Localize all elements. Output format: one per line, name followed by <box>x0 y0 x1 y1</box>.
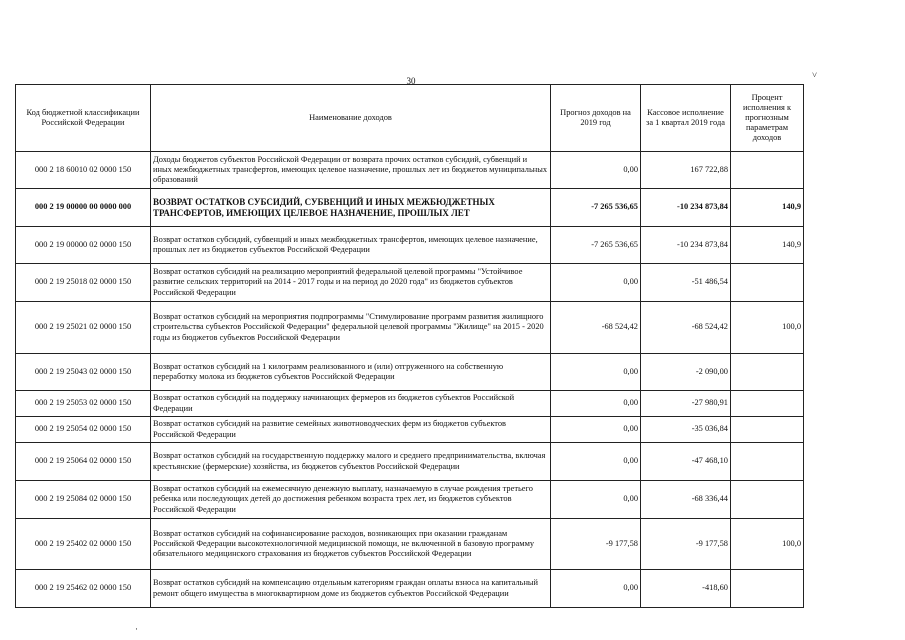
table-row <box>16 481 804 519</box>
percent-cell <box>731 570 804 608</box>
table-row <box>16 570 804 608</box>
table-row <box>16 189 804 227</box>
code-cell: 000 2 19 25402 02 0000 150 <box>16 519 151 570</box>
forecast-cell: -68 524,42 <box>551 302 641 354</box>
code-cell: 000 2 19 25084 02 0000 150 <box>16 481 151 519</box>
header-execution: Кассовое исполнение за 1 квартал 2019 года <box>641 85 731 152</box>
execution-cell: -68 336,44 <box>641 481 731 519</box>
code-cell: 000 2 19 00000 02 0000 150 <box>16 227 151 264</box>
name-cell: Возврат остатков субсидий на ежемесячную денежную выплату, назначаемую в случае рождения третьего ребенка или последующих детей до достижения ребенком возраста трех лет, из бюджетов субъектов Российской Федерации <box>151 481 551 519</box>
table-row <box>16 302 804 354</box>
percent-cell <box>731 354 804 391</box>
name-cell: Возврат остатков субсидий на реализацию мероприятий федеральной целевой программы "Устойчивое развитие сельских территорий на 2014 - 2017 годы и на период до 2020 года" из бюджетов субъектов Российской Федерации <box>151 264 551 302</box>
code-cell: 000 2 19 25053 02 0000 150 <box>16 391 151 417</box>
percent-cell: 100,0 <box>731 519 804 570</box>
percent-cell <box>731 417 804 443</box>
execution-cell: -35 036,84 <box>641 417 731 443</box>
header-code: Код бюджетной классификации Российской Федерации <box>16 85 151 152</box>
forecast-cell: -7 265 536,65 <box>551 227 641 264</box>
header-name: Наименование доходов <box>151 85 551 152</box>
name-cell: Возврат остатков субсидий на государственную поддержку малого и среднего предпринимательства, включая крестьянские (фермерские) хозяйства, из бюджетов субъектов Российской Федерации <box>151 443 551 481</box>
forecast-cell: -7 265 536,65 <box>551 189 641 227</box>
code-cell: 000 2 19 25054 02 0000 150 <box>16 417 151 443</box>
forecast-cell: 0,00 <box>551 264 641 302</box>
execution-cell: -68 524,42 <box>641 302 731 354</box>
execution-cell: -51 486,54 <box>641 264 731 302</box>
forecast-cell: -9 177,58 <box>551 519 641 570</box>
table-body <box>16 152 804 608</box>
cursor-dot: · <box>135 624 138 634</box>
name-cell: Возврат остатков субсидий на компенсацию отдельным категориям граждан оплаты взноса на капитальный ремонт общего имущества в многоквартирном доме из бюджетов субъектов Российской Федерации <box>151 570 551 608</box>
execution-cell: -9 177,58 <box>641 519 731 570</box>
execution-cell: -2 090,00 <box>641 354 731 391</box>
forecast-cell: 0,00 <box>551 481 641 519</box>
percent-cell <box>731 481 804 519</box>
percent-cell <box>731 264 804 302</box>
table-row <box>16 417 804 443</box>
table-row <box>16 227 804 264</box>
percent-cell: 140,9 <box>731 227 804 264</box>
header-forecast: Прогноз доходов на 2019 год <box>551 85 641 152</box>
code-cell: 000 2 18 60010 02 0000 150 <box>16 152 151 189</box>
forecast-cell: 0,00 <box>551 354 641 391</box>
forecast-cell: 0,00 <box>551 443 641 481</box>
execution-cell: -10 234 873,84 <box>641 189 731 227</box>
code-cell: 000 2 19 25064 02 0000 150 <box>16 443 151 481</box>
name-cell: Доходы бюджетов субъектов Российской Федерации от возврата прочих остатков субсидий, субвенций и иных межбюджетных трансфертов, имеющих целевое назначение, прошлых лет из бюджетов муниципальных образований <box>151 152 551 189</box>
code-cell: 000 2 19 00000 00 0000 000 <box>16 189 151 227</box>
forecast-cell: 0,00 <box>551 570 641 608</box>
execution-cell: -47 468,10 <box>641 443 731 481</box>
percent-cell <box>731 391 804 417</box>
execution-cell: -27 980,91 <box>641 391 731 417</box>
table-row <box>16 391 804 417</box>
execution-cell: 167 722,88 <box>641 152 731 189</box>
percent-cell: 140,9 <box>731 189 804 227</box>
execution-cell: -418,60 <box>641 570 731 608</box>
table-header-row <box>16 85 804 152</box>
code-cell: 000 2 19 25021 02 0000 150 <box>16 302 151 354</box>
forecast-cell: 0,00 <box>551 152 641 189</box>
table-row <box>16 264 804 302</box>
code-cell: 000 2 19 25018 02 0000 150 <box>16 264 151 302</box>
code-cell: 000 2 19 25043 02 0000 150 <box>16 354 151 391</box>
name-cell: ВОЗВРАТ ОСТАТКОВ СУБСИДИЙ, СУБВЕНЦИЙ И ИНЫХ МЕЖБЮДЖЕТНЫХ ТРАНСФЕРТОВ, ИМЕЮЩИХ ЦЕЛЕВОЕ НАЗНАЧЕНИЕ, ПРОШЛЫХ ЛЕТ <box>151 189 551 227</box>
table-row <box>16 152 804 189</box>
code-cell: 000 2 19 25462 02 0000 150 <box>16 570 151 608</box>
execution-cell: -10 234 873,84 <box>641 227 731 264</box>
table-row <box>16 443 804 481</box>
forecast-cell: 0,00 <box>551 391 641 417</box>
name-cell: Возврат остатков субсидий на мероприятия подпрограммы "Стимулирование программ развития жилищного строительства субъектов Российской Федерации" федеральной целевой программы "Жилище" на 2015 - 2020 годы из бюджетов субъектов Российской Федерации <box>151 302 551 354</box>
percent-cell <box>731 443 804 481</box>
percent-cell: 100,0 <box>731 302 804 354</box>
name-cell: Возврат остатков субсидий на 1 килограмм реализованного и (или) отгруженного на собственную переработку молока из бюджетов субъектов Российской Федерации <box>151 354 551 391</box>
corner-mark: ˅ <box>812 70 818 80</box>
name-cell: Возврат остатков субсидий на развитие семейных животноводческих ферм из бюджетов субъектов Российской Федерации <box>151 417 551 443</box>
page-number: 30 <box>406 76 416 86</box>
name-cell: Возврат остатков субсидий, субвенций и иных межбюджетных трансфертов, имеющих целевое назначение, прошлых лет из бюджетов субъектов Российской Федерации <box>151 227 551 264</box>
forecast-cell: 0,00 <box>551 417 641 443</box>
budget-table <box>15 84 804 608</box>
percent-cell <box>731 152 804 189</box>
name-cell: Возврат остатков субсидий на софинансирование расходов, возникающих при оказании гражданам Российской Федерации высокотехнологичной медицинской помощи, не включенной в базовую программу обязательного медицинского страхования из бюджетов субъектов Российской Федерации <box>151 519 551 570</box>
table-row <box>16 519 804 570</box>
header-percent: Процент исполнения к прогнозным параметрам доходов <box>731 85 804 152</box>
table-row <box>16 354 804 391</box>
name-cell: Возврат остатков субсидий на поддержку начинающих фермеров из бюджетов субъектов Российской Федерации <box>151 391 551 417</box>
